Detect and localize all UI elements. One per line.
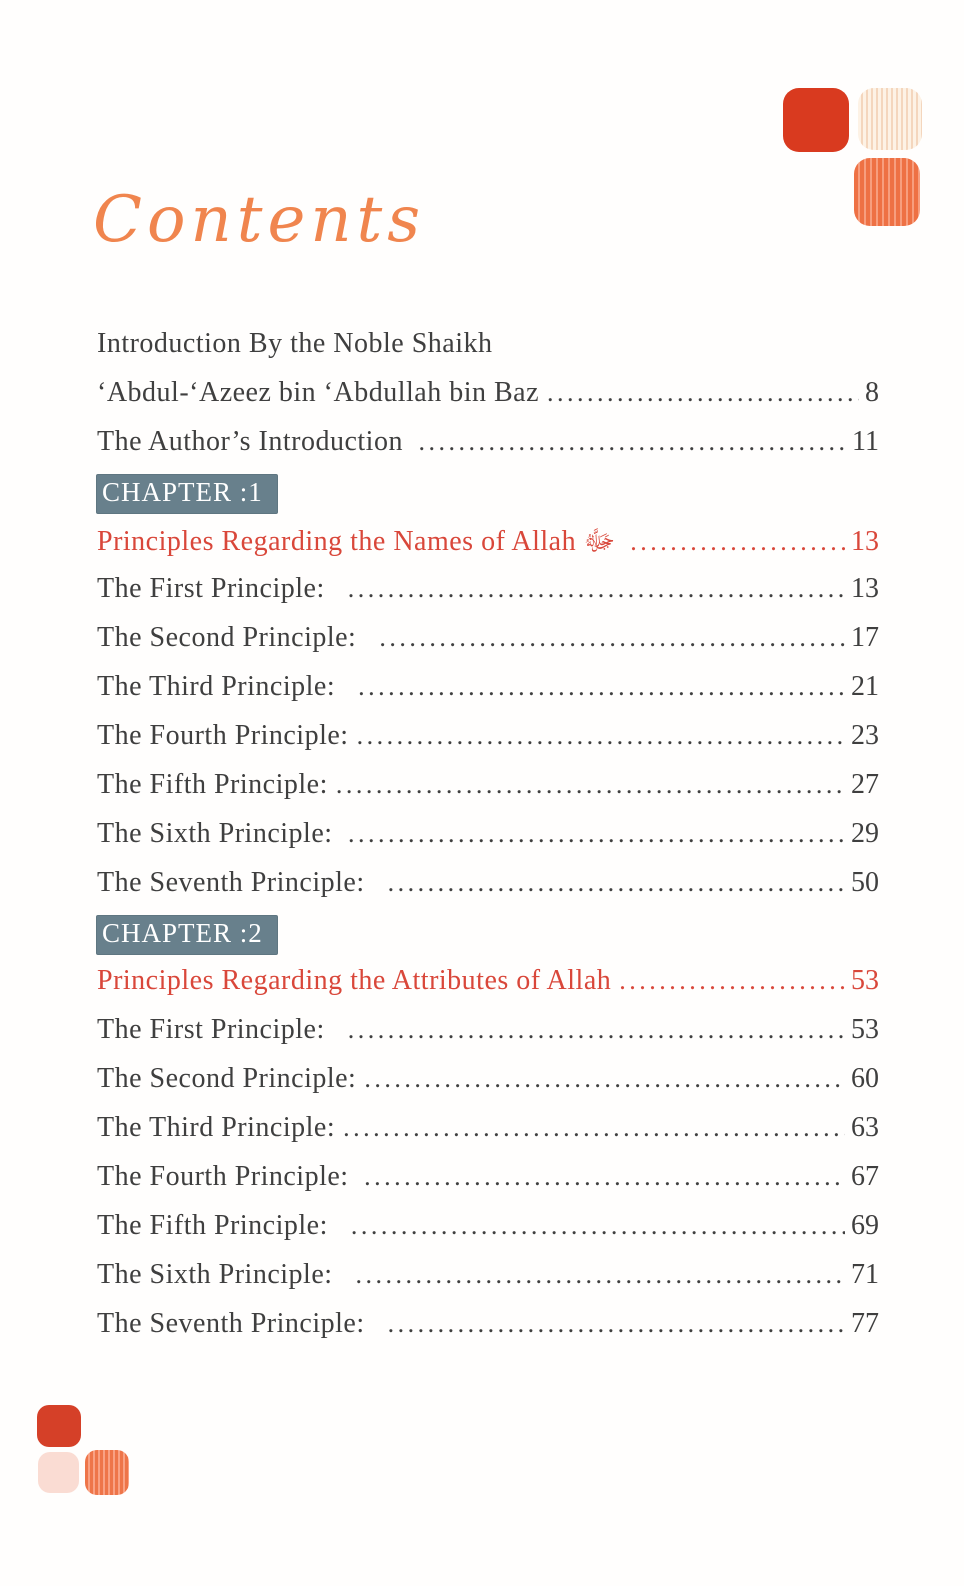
- toc-entry-row: [97, 671, 879, 700]
- dotted-leader: [364, 1063, 845, 1095]
- entry-label: The Seventh Principle:: [97, 1308, 380, 1339]
- toc-entry-row: [97, 769, 879, 798]
- page-number: 53: [851, 1014, 879, 1045]
- dotted-leader: [388, 1308, 845, 1340]
- toc-entry-row: [97, 1014, 879, 1043]
- toc-entry-row: [97, 622, 879, 651]
- page-number: 27: [851, 769, 879, 800]
- dotted-leader: [351, 1210, 845, 1242]
- page-number: 69: [851, 1210, 879, 1241]
- page-number: 77: [851, 1308, 879, 1339]
- page-number: 67: [851, 1161, 879, 1192]
- toc-entry-row: [97, 1112, 879, 1141]
- toc-entry-row: [97, 818, 879, 847]
- toc-entry-row: [97, 1259, 879, 1288]
- entry-label: The Fifth Principle:: [97, 1210, 343, 1241]
- entry-label: ‘Abdul-‘Azeez bin ‘Abdullah bin Baz: [97, 377, 540, 408]
- chapter-heading-row: [97, 475, 879, 509]
- entry-label: The Third Principle:: [97, 671, 351, 702]
- dotted-leader: [336, 769, 845, 801]
- entry-label: The First Principle:: [97, 1014, 340, 1045]
- page-number: 17: [851, 622, 879, 653]
- decor-square-red-top: [783, 88, 849, 152]
- toc-entry-row: [97, 1161, 879, 1190]
- entry-label: The Fifth Principle:: [97, 769, 328, 800]
- page-number: 53: [851, 965, 879, 996]
- entry-label: The Sixth Principle:: [97, 1259, 348, 1290]
- chapter-label: CHAPTER :2: [97, 916, 277, 954]
- dotted-leader: [388, 867, 845, 899]
- entry-label: The Seventh Principle:: [97, 867, 380, 898]
- entry-label: The Third Principle:: [97, 1112, 336, 1143]
- section-entry-row: [97, 965, 879, 994]
- decor-square-orange-striped-top: [854, 158, 920, 226]
- section-entry-row: [97, 524, 879, 557]
- toc-list: [97, 328, 879, 1357]
- dotted-leader: [357, 720, 845, 752]
- dotted-leader: [630, 526, 845, 558]
- toc-entry-row: [97, 720, 879, 749]
- entry-label: The First Principle:: [97, 573, 340, 604]
- toc-entry-row: [97, 426, 879, 455]
- toc-entry-row: [97, 377, 879, 406]
- page-title: Contents: [93, 183, 426, 257]
- page-number: 71: [851, 1259, 879, 1290]
- dotted-leader: [418, 426, 846, 458]
- page-number: 21: [851, 671, 879, 702]
- toc-entry-row: [97, 1063, 879, 1092]
- decor-square-cream-striped-top: [858, 88, 922, 150]
- page-number: 11: [852, 426, 879, 457]
- dotted-leader: [547, 377, 859, 409]
- decor-square-pink-bottom: [38, 1452, 79, 1493]
- dotted-leader: [348, 1014, 845, 1046]
- entry-label: The Sixth Principle:: [97, 818, 341, 849]
- page-number: 23: [851, 720, 879, 751]
- dotted-leader: [343, 1112, 845, 1144]
- entry-label: Principles Regarding the Names of Allah ﷻ: [97, 526, 623, 557]
- dotted-leader: [379, 622, 845, 654]
- dotted-leader: [364, 1161, 845, 1193]
- page-number: 60: [851, 1063, 879, 1094]
- page-number: 13: [851, 573, 879, 604]
- entry-label: The Second Principle:: [97, 622, 372, 653]
- dotted-leader: [348, 573, 845, 605]
- dotted-leader: [356, 1259, 845, 1291]
- page-number: 13: [851, 526, 879, 557]
- chapter-heading-row: [97, 916, 879, 950]
- toc-entry-row: [97, 328, 879, 357]
- chapter-label: CHAPTER :1: [97, 475, 277, 513]
- entry-label: The Fourth Principle:: [97, 720, 349, 751]
- decor-square-orange-striped-bottom: [85, 1450, 129, 1495]
- page-number: 50: [851, 867, 879, 898]
- page-number: 63: [851, 1112, 879, 1143]
- toc-entry-row: [97, 867, 879, 896]
- entry-label: The Second Principle:: [97, 1063, 357, 1094]
- dotted-leader: [619, 965, 845, 997]
- toc-entry-row: [97, 573, 879, 602]
- dotted-leader: [358, 671, 845, 703]
- page-number: 8: [865, 377, 879, 408]
- toc-entry-row: [97, 1308, 879, 1337]
- entry-label: Principles Regarding the Attributes of Allah: [97, 965, 612, 996]
- decor-square-red-bottom: [37, 1405, 81, 1447]
- entry-label: Introduction By the Noble Shaikh: [97, 328, 493, 359]
- page-number: 29: [851, 818, 879, 849]
- dotted-leader: [348, 818, 845, 850]
- entry-label: The Fourth Principle:: [97, 1161, 357, 1192]
- entry-label: The Author’s Introduction: [97, 426, 411, 457]
- toc-entry-row: [97, 1210, 879, 1239]
